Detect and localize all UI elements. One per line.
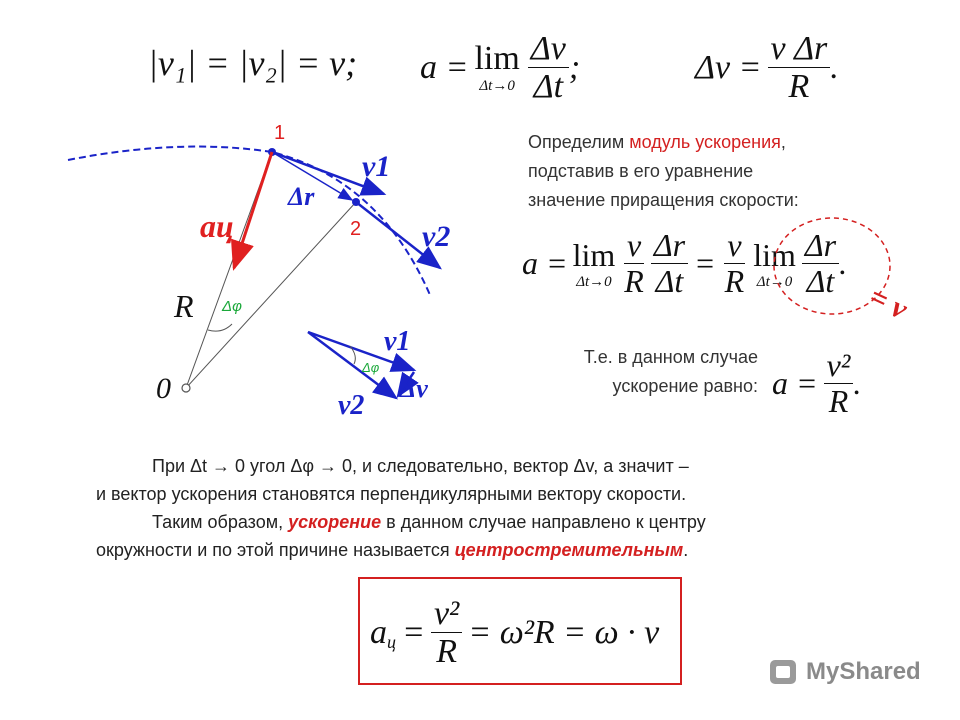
paragraph-line-3 [96,508,906,536]
v1-label [362,150,390,184]
conclusion-text [526,343,758,401]
formula-centripetal-short [772,348,861,419]
equals-v-text: = v [864,280,913,326]
paragraph-text: в данном случае направлено к центру [381,512,706,532]
intro-line-1 [528,128,908,157]
limit-subscript: Δt→0 [576,273,612,290]
fraction-denominator: Δt [806,263,835,300]
final-fraction-v2-r [431,595,462,671]
intro-text [528,128,908,215]
final-formula [370,595,659,671]
intro-word: Определим [528,132,625,152]
motion-diagram [0,100,520,440]
small-angle-label: Δφ [362,360,380,375]
point-2-label: 2 [350,218,362,240]
fraction-v-dr-r [768,30,831,106]
delta-r-label-text: Δr [288,182,315,211]
vector-acceleration [234,152,272,268]
intro-line-3: значение приращения скорости: [528,190,799,210]
fraction-numerator: v² [431,595,462,633]
paragraph-text: Таким образом, [152,512,289,532]
fraction-numerator: Δr [651,228,688,264]
conclusion-line-1: Т.е. в данном случае [583,347,758,367]
formula-speed-equality-text: |v₁| = |v₂| = v; [148,43,358,83]
myshared-icon [768,656,800,688]
formula-short-lhs: a = [772,365,818,402]
formula-tail: . [830,48,839,86]
fraction-denominator: R [624,263,644,300]
fraction-numerator: v [624,228,644,264]
limit-label: lim [572,236,616,273]
small-vector-v2 [308,332,396,398]
fraction-numerator: Δr [802,228,839,264]
small-v2-label-text: v2 [338,390,365,421]
formula-tail: . [853,365,862,402]
highlight-centripetal: центростремительным [454,540,684,560]
fraction-numerator: v² [824,348,854,384]
fraction-denominator: Δt [655,263,684,300]
fraction-denominator: R [724,263,745,300]
angle-arc [208,324,232,331]
point-2 [352,198,360,206]
final-formula-subscript: ц [387,632,396,653]
formula-acceleration-definition [420,30,580,106]
formula-delta-v [695,30,839,106]
acceleration-label-text: aц [200,208,234,244]
fraction-denominator: R [788,68,810,106]
conclusion-line-2: ускорение равно: [612,376,758,396]
angle-label: Δφ [222,298,242,315]
delta-r-label [288,182,314,212]
limit-operator [474,40,519,95]
fraction-denominator: Δt [533,68,564,106]
fraction-dv-dt [528,30,569,106]
paragraph-line-1: При Δt → 0 угол Δφ → 0, и следовательно, вектор Δv, а значит – [152,456,689,476]
small-dv-label [400,374,428,404]
fraction-numerator: Δv [528,30,569,68]
limit-label: lim [753,236,796,273]
small-v1-label-text: v1 [384,326,411,357]
intro-comma: , [780,132,786,152]
fraction-v-r-2 [722,228,748,299]
paragraph-line-4 [96,536,906,564]
myshared-text: MyShared [806,658,921,685]
final-formula-a: a [370,613,387,651]
final-formula-eq: = [402,613,425,651]
point-1-label: 1 [274,122,286,144]
limit-operator [573,237,616,291]
limit-label: lim [474,40,520,78]
formula-dot: . [839,245,848,282]
formula-mid-lhs: a = [522,245,568,282]
radius-label: R [174,288,194,324]
formula-tail: ; [568,48,581,86]
fraction-denominator: R [436,633,457,671]
small-v1-label [384,326,410,358]
limit-subscript: Δt→0 [756,273,793,290]
fraction-v2-r [824,348,854,419]
formula-speed-equality [148,42,357,84]
small-dv-label-text: Δv [400,374,428,403]
small-v2-label [338,390,364,422]
explanation-paragraph [96,452,906,564]
paragraph-text: . [683,540,689,560]
fraction-dr-dt [651,228,688,299]
fraction-numerator: v [724,228,744,264]
equals-sign: = [694,245,716,282]
highlight-acceleration: ускорение [288,512,382,532]
fraction-v-r [621,228,647,299]
fraction-denominator: R [828,383,849,420]
fraction-numerator: v Δr [768,30,831,68]
paragraph-text: окружности и по этой причине называется [96,540,455,560]
myshared-logo [768,656,921,688]
intro-highlight: модуль ускорения [629,132,781,152]
intro-line-2: подставив в его уравнение [528,161,754,181]
final-formula-box [358,577,682,685]
final-formula-rest: = ω²R = ω · v [468,613,660,651]
v2-label-text: v2 [422,220,451,253]
origin-point [182,384,190,392]
v2-label [422,220,450,254]
paragraph-line-2: и вектор ускорения становятся перпендикулярными вектору скорости. [96,484,687,504]
limit-subscript: Δt→0 [479,78,515,95]
origin-label: 0 [156,372,171,405]
v1-label-text: v1 [362,150,391,183]
acceleration-label [200,208,234,245]
formula-acceleration-lhs: a = [420,48,469,86]
formula-delta-v-lhs: Δv = [695,48,762,86]
